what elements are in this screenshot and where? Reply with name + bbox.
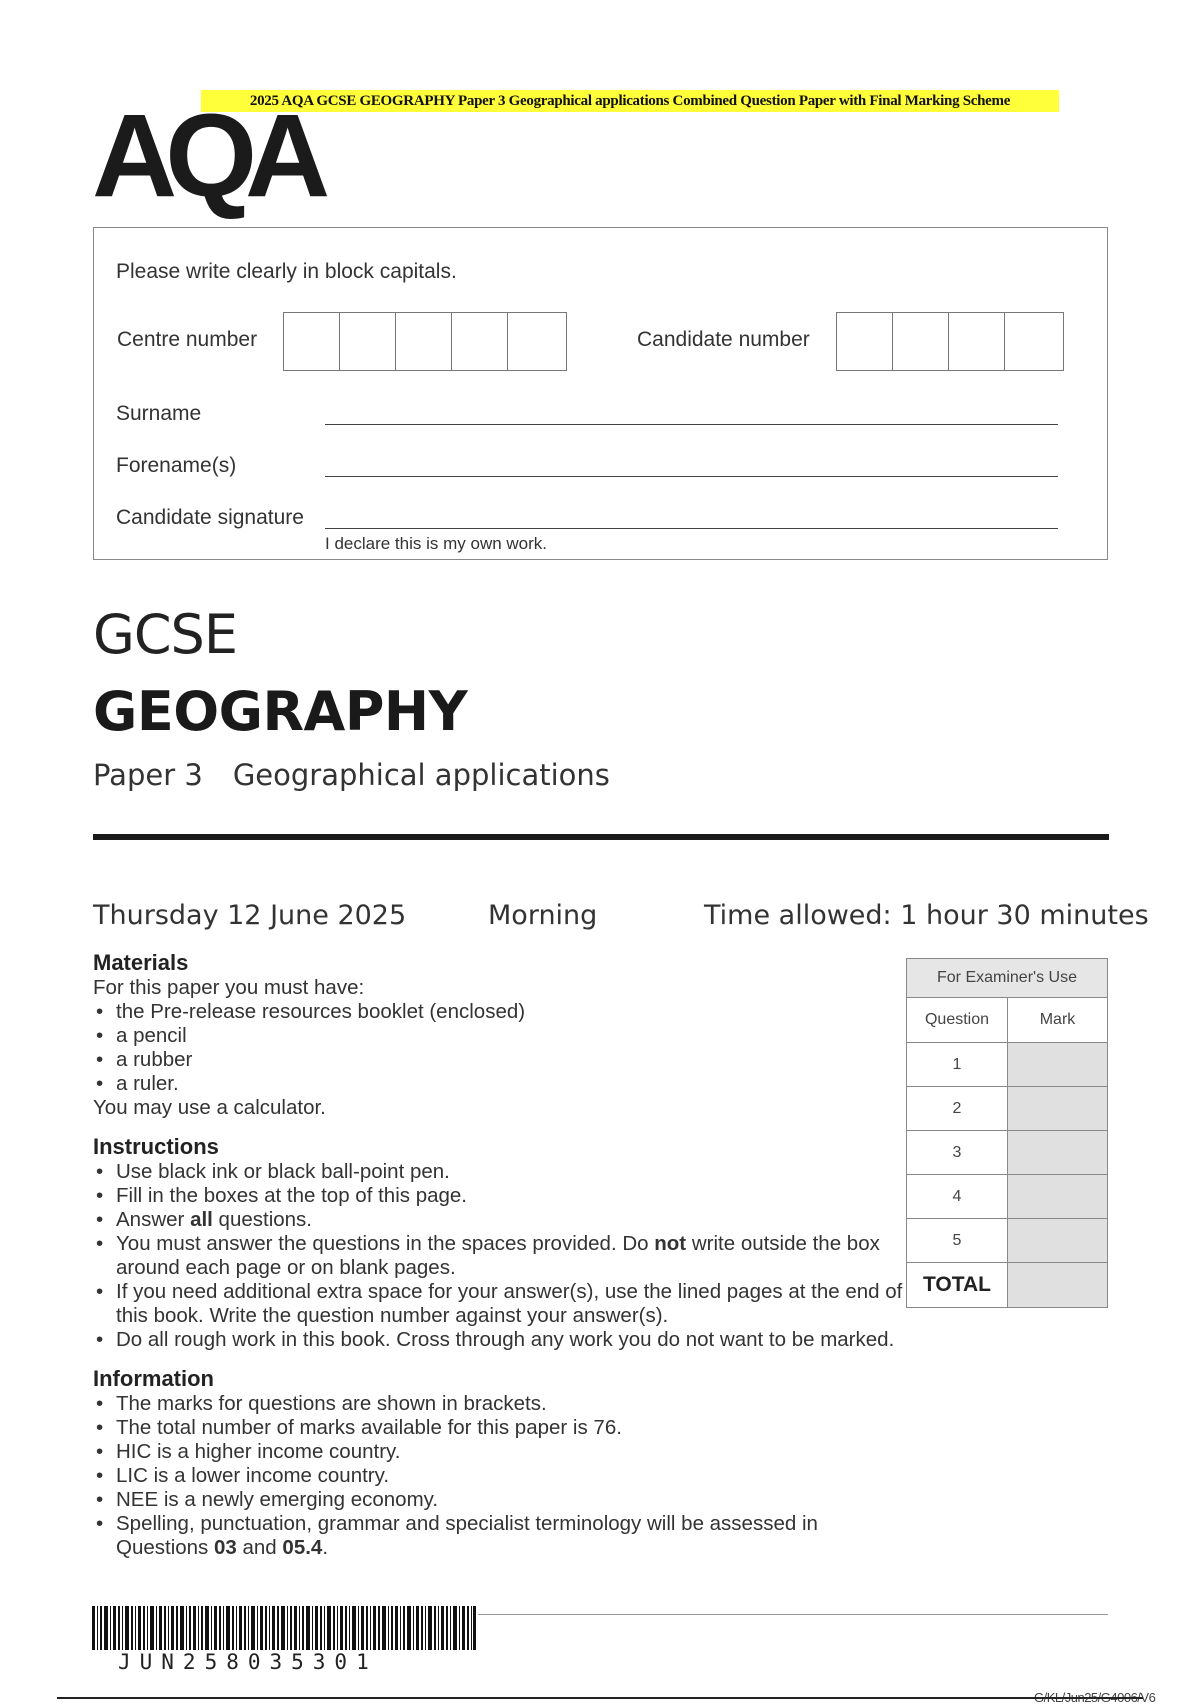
paper-reference: G/KL/Jun25/G4006/V6 [1034, 1690, 1156, 1705]
materials-section [93, 950, 913, 1120]
centre-digit-box[interactable] [284, 313, 340, 370]
centre-number-boxes[interactable] [283, 312, 567, 371]
title-divider [93, 834, 1109, 840]
signature-label: Candidate signature [116, 506, 304, 529]
list-item: • NEE is a newly emerging economy. [93, 1488, 913, 1512]
list-item: • Spelling, punctuation, grammar and specialist terminology will be assessed in Questions 03 and 05.4. [93, 1512, 913, 1560]
candidate-digit-box[interactable] [1005, 313, 1061, 370]
candidate-number-label: Candidate number [637, 328, 810, 351]
list-item: • the Pre-release resources booklet (enclosed) [93, 1000, 913, 1024]
mark-cell[interactable] [1008, 1219, 1108, 1263]
centre-digit-box[interactable] [396, 313, 452, 370]
mark-cell[interactable] [1008, 1043, 1108, 1087]
information-heading: Information [93, 1366, 214, 1391]
paper-line [93, 758, 610, 792]
aqa-logo: AQA [92, 90, 319, 222]
candidate-digit-box[interactable] [837, 313, 893, 370]
question-number: 5 [907, 1219, 1008, 1263]
footer-divider [478, 1614, 1108, 1615]
list-item: • The marks for questions are shown in brackets. [93, 1392, 913, 1416]
barcode-number: JUN258035301 [118, 1650, 378, 1674]
centre-digit-box[interactable] [508, 313, 564, 370]
subject-title: GEOGRAPHY [93, 680, 468, 743]
question-number: 3 [907, 1131, 1008, 1175]
instructions-section [93, 1134, 913, 1352]
exam-time: Time allowed: 1 hour 30 minutes [704, 900, 1149, 931]
forename-label: Forename(s) [116, 454, 237, 477]
centre-digit-box[interactable] [340, 313, 396, 370]
paper-number: Paper 3 [93, 758, 203, 792]
total-label: TOTAL [907, 1263, 1008, 1308]
question-number: 1 [907, 1043, 1008, 1087]
list-item: • Answer all questions. [93, 1208, 913, 1232]
mark-column-header: Mark [1008, 998, 1108, 1043]
centre-digit-box[interactable] [452, 313, 508, 370]
surname-label: Surname [116, 402, 202, 425]
candidate-digit-box[interactable] [893, 313, 949, 370]
qualification-level: GCSE [93, 603, 237, 666]
forename-line[interactable] [325, 476, 1058, 477]
question-number: 4 [907, 1175, 1008, 1219]
list-item: • Fill in the boxes at the top of this page. [93, 1184, 913, 1208]
total-mark-cell[interactable] [1008, 1263, 1108, 1308]
list-item: • a ruler. [93, 1072, 913, 1096]
list-item: • Use black ink or black ball-point pen. [93, 1160, 913, 1184]
block-capitals-instruction: Please write clearly in block capitals. [116, 260, 457, 283]
list-item: • LIC is a lower income country. [93, 1464, 913, 1488]
list-item: • If you need additional extra space for your answer(s), use the lined pages at the end of this book. Write the question number against your answer(s). [93, 1280, 913, 1328]
question-column-header: Question [907, 998, 1008, 1043]
surname-line[interactable] [325, 424, 1058, 425]
examiner-title: For Examiner's Use [907, 959, 1108, 998]
list-item: • Do all rough work in this book. Cross through any work you do not want to be marked. [93, 1328, 913, 1352]
page-bottom-rule [57, 1697, 1143, 1699]
mark-cell[interactable] [1008, 1175, 1108, 1219]
mark-cell[interactable] [1008, 1087, 1108, 1131]
list-item: • a rubber [93, 1048, 913, 1072]
barcode-graphic [92, 1606, 476, 1650]
information-section [93, 1366, 913, 1560]
list-item: • a pencil [93, 1024, 913, 1048]
candidate-digit-box[interactable] [949, 313, 1005, 370]
list-item: • The total number of marks available for this paper is 76. [93, 1416, 913, 1440]
centre-number-label: Centre number [117, 328, 258, 351]
barcode-bars [92, 1606, 476, 1650]
declaration-text: I declare this is my own work. [325, 534, 548, 553]
list-item: • HIC is a higher income country. [93, 1440, 913, 1464]
materials-heading: Materials [93, 950, 189, 975]
signature-line[interactable] [325, 528, 1058, 529]
paper-title: Geographical applications [232, 758, 610, 792]
candidate-details-box [93, 227, 1108, 560]
exam-session: Morning [488, 900, 598, 931]
header-banner: 2025 AQA GCSE GEOGRAPHY Paper 3 Geographical applications Combined Question Paper with Final Marking Scheme [201, 90, 1059, 112]
examiner-use-table [906, 958, 1108, 1308]
list-item: • You must answer the questions in the spaces provided. Do not write outside the box around each page or on blank pages. [93, 1232, 913, 1280]
materials-intro: For this paper you must have: [93, 976, 365, 999]
rubric-column [93, 950, 913, 1574]
candidate-number-boxes[interactable] [836, 312, 1064, 371]
question-number: 2 [907, 1087, 1008, 1131]
instructions-heading: Instructions [93, 1134, 219, 1159]
materials-outro: You may use a calculator. [93, 1096, 326, 1119]
mark-cell[interactable] [1008, 1131, 1108, 1175]
exam-date: Thursday 12 June 2025 [93, 900, 407, 931]
